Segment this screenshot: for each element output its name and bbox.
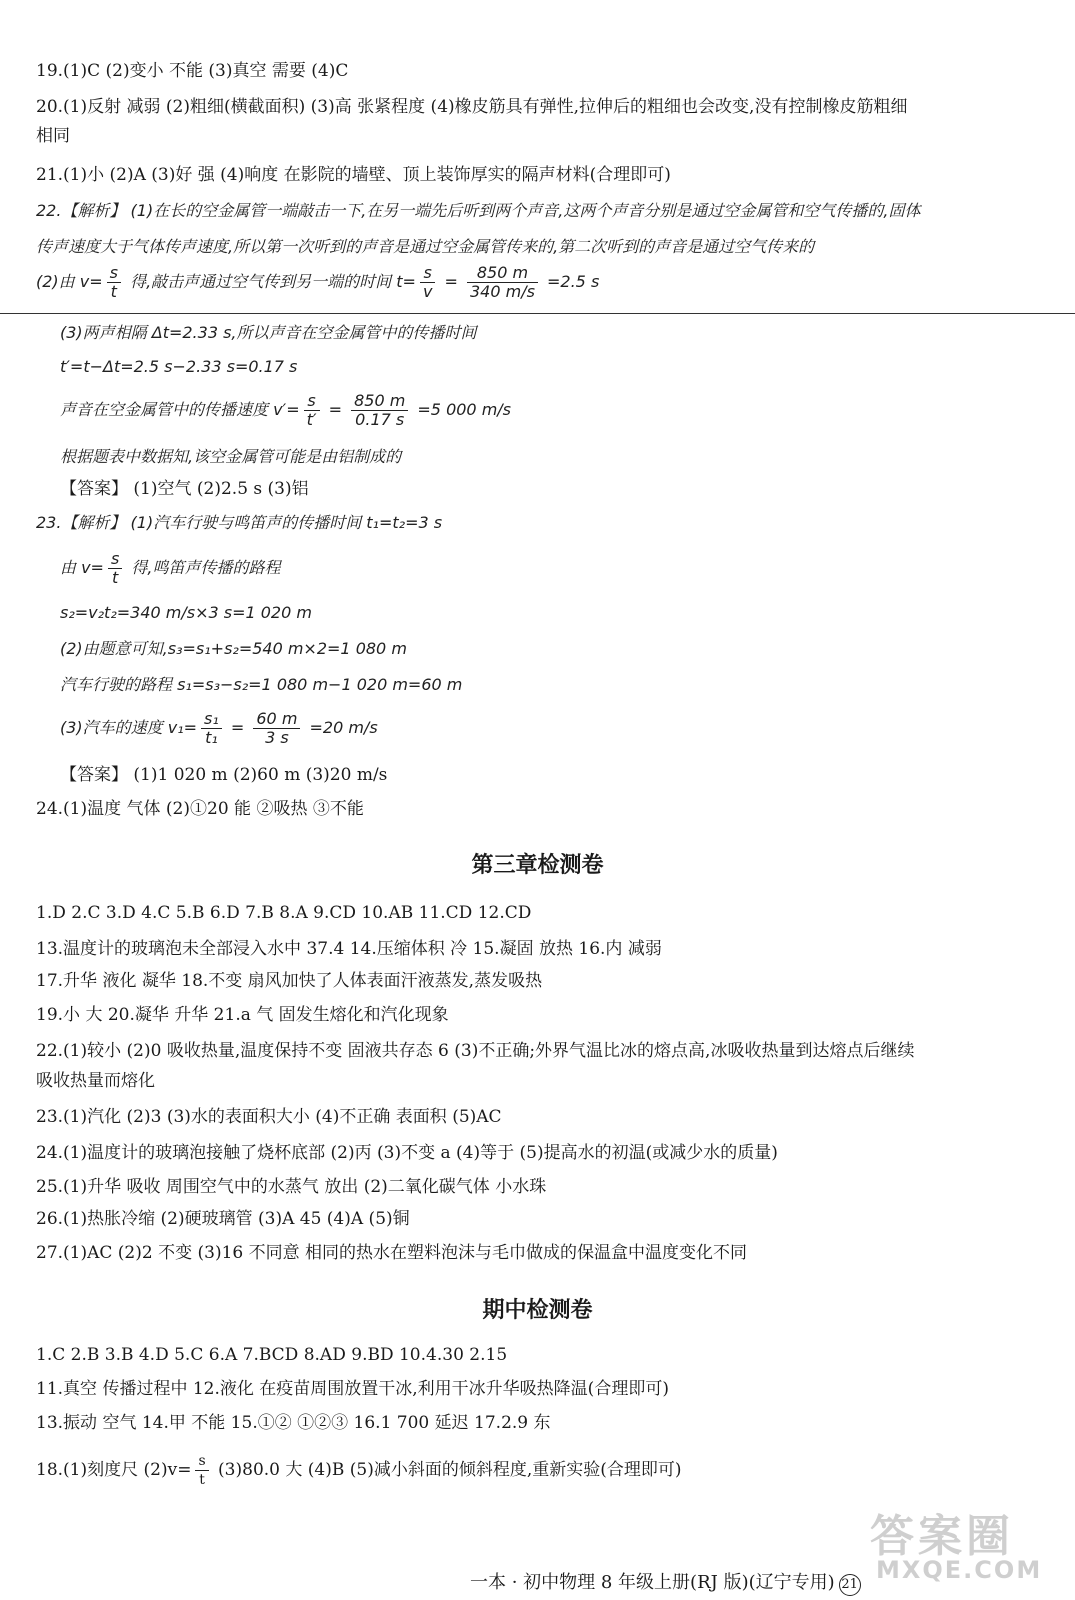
answer-line: 1.D 2.C 3.D 4.C 5.B 6.D 7.B 8.A 9.CD 10.AB 11.CD 12.CD xyxy=(36,903,532,923)
text: = xyxy=(225,718,250,737)
answer-line: 23.(1)汽化 (2)3 (3)水的表面积大小 (4)不正确 表面积 (5)AC xyxy=(36,1107,502,1127)
text: (2)由 v= xyxy=(36,272,103,291)
section-title-midterm: 期中检测卷 xyxy=(482,1297,593,1323)
watermark-logo xyxy=(870,1500,1060,1592)
answer-line-24: 24.(1)温度 气体 (2)①20 能 ②吸热 ③不能 xyxy=(36,799,364,819)
denominator: 340 m/s xyxy=(469,282,535,301)
watermark-text: 答案圈 xyxy=(870,1511,1014,1562)
text: = xyxy=(439,272,463,291)
page-number: 21 xyxy=(839,1574,861,1596)
answer-line: 25.(1)升华 吸收 周围空气中的水蒸气 放出 (2)二氧化碳气体 小水珠 xyxy=(36,1177,547,1197)
analysis-line-22: 22.【解析】 (1)在长的空金属管一端敲击一下,在另一端先后听到两个声音,这两个声音分别是通过空金属管和空气传播的,固体 xyxy=(36,201,921,220)
watermark-url: MXQE.COM xyxy=(876,1556,1043,1584)
analysis-line-23-s1: 汽车行驶的路程 s₁=s₃−s₂=1 080 m−1 020 m=60 m xyxy=(60,675,463,694)
footer-text: 一本 · 初中物理 8 年级上册(RJ 版)(辽宁专用) xyxy=(470,1572,835,1593)
analysis-line-22-conclusion: 根据题表中数据知,该空金属管可能是由铝制成的 xyxy=(60,447,402,466)
numerator: s xyxy=(420,264,435,283)
section-title-chapter3: 第三章检测卷 xyxy=(471,852,604,878)
answer-line: 13.温度计的玻璃泡未全部浸入水中 37.4 14.压缩体积 冷 15.凝固 放热 16.内 减弱 xyxy=(36,939,662,959)
formula-line-22-speed xyxy=(60,392,511,429)
formula-line-23-speed xyxy=(60,710,378,747)
answer-line-18 xyxy=(36,1452,682,1489)
page-footer xyxy=(470,1568,861,1596)
answer-line: 26.(1)热胀冷缩 (2)硬玻璃管 (3)A 45 (4)A (5)铜 xyxy=(36,1209,410,1229)
analysis-line-23: 23.【解析】 (1)汽车行驶与鸣笛声的传播时间 t₁=t₂=3 s xyxy=(36,513,443,532)
text: =20 m/s xyxy=(304,718,378,737)
fraction xyxy=(108,550,122,587)
fraction xyxy=(351,392,408,429)
numerator: s xyxy=(195,1452,208,1471)
analysis-line-22-3b: t′=t−Δt=2.5 s−2.33 s=0.17 s xyxy=(60,357,298,376)
fraction xyxy=(195,1452,208,1489)
answer-line-23: 【答案】 (1)1 020 m (2)60 m (3)20 m/s xyxy=(60,765,388,785)
answer-line-19: 19.(1)C (2)变小 不能 (3)真空 需要 (4)C xyxy=(36,61,349,81)
fraction xyxy=(201,710,222,747)
page-divider xyxy=(0,313,1075,314)
text: 得,敲击声通过空气传到另一端的时间 t= xyxy=(124,272,416,291)
text: = xyxy=(323,400,348,419)
answer-line-20-cont: 相同 xyxy=(36,126,70,146)
answer-line: 19.小 大 20.凝华 升华 21.a 气 固发生熔化和汽化现象 xyxy=(36,1005,449,1025)
answer-line: 1.C 2.B 3.B 4.D 5.C 6.A 7.BCD 8.AD 9.BD 10.4.30 2.15 xyxy=(36,1345,508,1365)
text: =2.5 s xyxy=(541,272,600,291)
denominator: 3 s xyxy=(265,728,289,747)
numerator: s xyxy=(107,264,121,283)
analysis-line-23-s2: s₂=v₂t₂=340 m/s×3 s=1 020 m xyxy=(60,603,312,622)
denominator: v xyxy=(422,282,433,301)
denominator: t′ xyxy=(306,410,317,429)
answer-line: 13.振动 空气 14.甲 不能 15.①② ①②③ 16.1 700 延迟 17.2.9 东 xyxy=(36,1413,551,1433)
answer-line: 22.(1)较小 (2)0 吸收热量,温度保持不变 固液共存态 6 (3)不正确;外界气温比冰的熔点高,冰吸收热量到达熔点后继续 xyxy=(36,1041,915,1061)
text: 声音在空金属管中的传播速度 v′= xyxy=(60,400,300,419)
text: (3)80.0 大 (4)B (5)减小斜面的倾斜程度,重新实验(合理即可) xyxy=(212,1460,682,1480)
answer-line: 24.(1)温度计的玻璃泡接触了烧杯底部 (2)丙 (3)不变 a (4)等于 (5)提高水的初温(或减少水的质量) xyxy=(36,1143,778,1163)
fraction xyxy=(420,264,435,301)
denominator: 0.17 s xyxy=(355,410,405,429)
analysis-line-22-3: (3)两声相隔 Δt=2.33 s,所以声音在空金属管中的传播时间 xyxy=(60,323,477,342)
answer-line-22: 【答案】 (1)空气 (2)2.5 s (3)铝 xyxy=(60,479,309,499)
numerator: 850 m xyxy=(467,264,538,283)
analysis-line-22-cont: 传声速度大于气体传声速度,所以第一次听到的声音是通过空金属管传来的,第二次听到的声音是通过空气传来的 xyxy=(36,237,815,256)
answer-line: 17.升华 液化 凝华 18.不变 扇风加快了人体表面汗液蒸发,蒸发吸热 xyxy=(36,971,543,991)
numerator: 850 m xyxy=(351,392,408,411)
fraction xyxy=(304,392,320,429)
fraction xyxy=(107,264,121,301)
denominator: t₁ xyxy=(205,728,218,747)
text: 得,鸣笛声传播的路程 xyxy=(126,558,281,577)
text: (3)汽车的速度 v₁= xyxy=(60,718,198,737)
denominator: t xyxy=(110,282,117,301)
formula-line-23-1 xyxy=(60,550,281,587)
text: =5 000 m/s xyxy=(412,400,512,419)
answer-line-21: 21.(1)小 (2)A (3)好 强 (4)响度 在影院的墙壁、顶上装饰厚实的隔声材料(合理即可) xyxy=(36,165,671,185)
text: 18.(1)刻度尺 (2)v= xyxy=(36,1460,192,1480)
text: 由 v= xyxy=(60,558,104,577)
denominator: t xyxy=(199,1472,205,1488)
answer-line: 11.真空 传播过程中 12.液化 在疫苗周围放置干冰,利用干冰升华吸热降温(合理即可) xyxy=(36,1379,669,1399)
answer-line: 吸收热量而熔化 xyxy=(36,1071,155,1091)
analysis-line-23-2: (2)由题意可知,s₃=s₁+s₂=540 m×2=1 080 m xyxy=(60,639,407,658)
denominator: t xyxy=(112,568,119,587)
numerator: s xyxy=(108,550,122,569)
fraction xyxy=(467,264,538,301)
numerator: s xyxy=(304,392,320,411)
fraction xyxy=(253,710,300,747)
numerator: 60 m xyxy=(253,710,300,729)
numerator: s₁ xyxy=(201,710,222,729)
answer-line: 27.(1)AC (2)2 不变 (3)16 不同意 相同的热水在塑料泡沫与毛巾做成的保温盒中温度变化不同 xyxy=(36,1243,748,1263)
formula-line-22-2 xyxy=(36,264,599,301)
answer-line-20: 20.(1)反射 减弱 (2)粗细(横截面积) (3)高 张紧程度 (4)橡皮筋具有弹性,拉伸后的粗细也会改变,没有控制橡皮筋粗细 xyxy=(36,97,908,117)
